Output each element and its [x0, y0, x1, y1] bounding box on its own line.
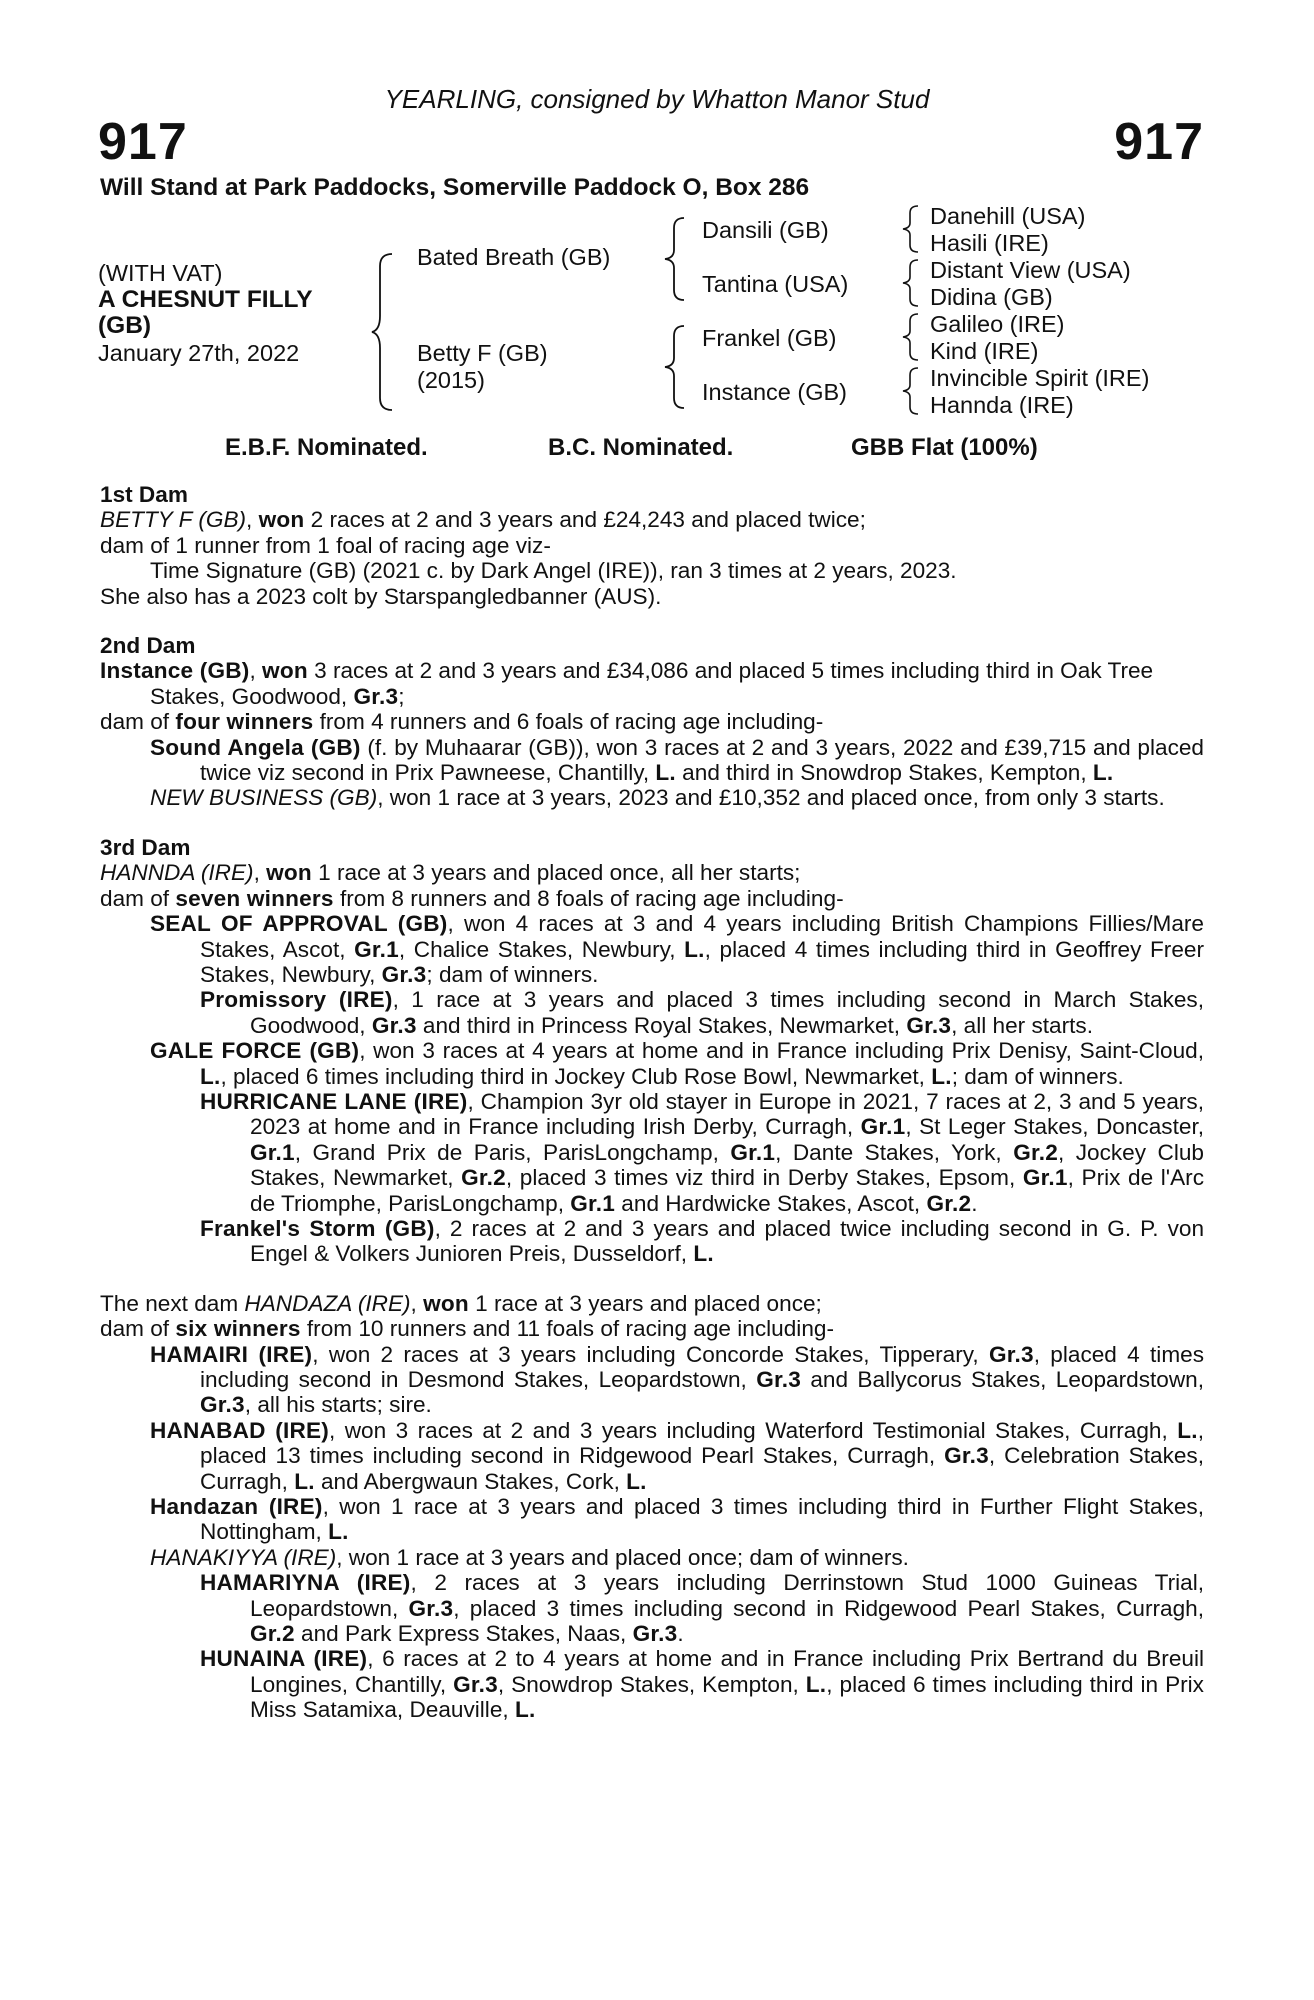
grade-label: Gr.1 — [354, 936, 399, 962]
record-text: , won 2 races at 3 years including Concorde Stakes, Tipperary, — [312, 1341, 989, 1367]
consignment-line: YEARLING, consigned by Whatton Manor Stud — [384, 84, 930, 114]
vat-note: (WITH VAT) — [98, 260, 223, 286]
brace-dam-parents — [662, 324, 690, 410]
record-text: , 1 race at 3 years and placed 3 times including second in March Stakes, Goodwood, — [250, 987, 1204, 1038]
third-dam-record: HANNDA (IRE), won 1 race at 3 years and placed once, all her starts; — [100, 860, 801, 886]
record-text: from 10 runners and 11 foals of racing age including- — [300, 1316, 834, 1342]
granddam-line-2: Hasili (IRE) — [930, 230, 1049, 256]
record-text: , 2 races at 3 years including Derrinstown Stud 1000 Guineas Trial, Leopardstown, — [250, 1570, 1205, 1621]
record-text: , all her starts. — [951, 1012, 1093, 1038]
grade-label: Gr.3 — [453, 1671, 498, 1697]
record-text: , Jockey Club Stakes, Newmarket, — [250, 1139, 1204, 1191]
produce-entry — [100, 1038, 1204, 1089]
second-dam-heading: 2nd Dam — [100, 633, 196, 659]
horse-name: A CHESNUT FILLY — [98, 286, 313, 313]
pedigree-table — [0, 200, 1314, 430]
horse-name: Handazan (IRE) — [150, 1494, 323, 1520]
birth-date: January 27th, 2022 — [98, 340, 300, 366]
grade-label: Gr.2 — [250, 1621, 295, 1647]
grade-label: L. — [1092, 760, 1114, 786]
horse-name: NEW BUSINESS (GB) — [150, 785, 378, 811]
brace-g1 — [900, 204, 924, 254]
next-dam-name: HANDAZA (IRE) — [244, 1290, 411, 1316]
winners-count: seven winners — [175, 885, 334, 911]
grade-label: Gr.3 — [371, 1012, 417, 1038]
dam-year: (2015) — [417, 367, 485, 393]
record-text: dam of — [100, 1316, 176, 1342]
lot-number-right: 917 — [1114, 113, 1204, 171]
sire-dam: Tantina (USA) — [702, 271, 849, 297]
grade-label: Gr.3 — [906, 1012, 952, 1038]
grade-label: Gr.3 — [353, 683, 399, 709]
horse-name-country: (GB) — [98, 312, 152, 339]
record-text: , Grand Prix de Paris, ParisLongchamp, — [294, 1139, 731, 1165]
record-text: , placed 6 times including third in Prix Miss Satamixa, Deauville, — [250, 1671, 1204, 1723]
granddam-line-6: Kind (IRE) — [930, 338, 1039, 364]
record-text: and Hardwicke Stakes, Ascot, — [615, 1190, 927, 1216]
record-text: , Snowdrop Stakes, Kempton, — [497, 1671, 806, 1697]
granddam-line-4: Didina (GB) — [930, 284, 1053, 310]
record-text: , won 1 race at 3 years and placed 3 times including third in Further Flight Stakes, Nottingham, — [200, 1494, 1204, 1545]
granddam-line-5: Galileo (IRE) — [930, 311, 1065, 337]
grade-label: L. — [200, 1063, 221, 1089]
record-text: , placed 3 times viz third in Derby Stakes, Epsom, — [505, 1165, 1023, 1191]
grade-label: L. — [514, 1697, 536, 1723]
next-dam-record — [100, 1291, 1204, 1316]
grade-label: L. — [1177, 1417, 1198, 1443]
produce-entry — [100, 735, 1204, 786]
produce-entry — [100, 1545, 1204, 1570]
grade-label: Gr.1 — [860, 1114, 906, 1140]
granddam-line-1: Danehill (USA) — [930, 203, 1086, 229]
produce-entry — [100, 987, 1204, 1038]
grade-label: Gr.1 — [250, 1139, 295, 1165]
produce-entry — [100, 1570, 1204, 1646]
grade-label: Gr.2 — [461, 1165, 506, 1191]
grade-label: L. — [693, 1241, 714, 1267]
brace-sire-dam — [370, 252, 400, 412]
record-text: ; dam of winners. — [426, 961, 599, 987]
horse-name: HANAKIYYA (IRE) — [150, 1544, 337, 1570]
second-dam-produce — [100, 709, 1204, 734]
produce-entry — [100, 1418, 1204, 1494]
grade-label: Gr.3 — [988, 1341, 1034, 1367]
record-text: and third in Princess Royal Stakes, Newmarket, — [416, 1012, 907, 1038]
grade-label: L. — [655, 760, 676, 786]
lot-number-left: 917 — [98, 113, 188, 171]
won-label: won — [266, 860, 312, 886]
grade-label: L. — [294, 1468, 315, 1494]
second-dam-name: Instance (GB) — [100, 658, 250, 684]
record-text: , 2 races at 2 and 3 years and placed twice including second in G. P. von Engel & Volkers Junioren Preis, Dusseldorf, — [250, 1215, 1205, 1267]
record-text: , Dante Stakes, York, — [775, 1139, 1014, 1165]
horse-name: HUNAINA (IRE) — [200, 1646, 368, 1672]
record-text: from 4 runners and 6 foals of racing age including- — [313, 709, 824, 735]
horse-name: HAMAIRI (IRE) — [150, 1341, 313, 1367]
ebf-nominated: E.B.F. Nominated. — [225, 434, 428, 461]
record-text: , placed 3 times including second in Ridgewood Pearl Stakes, Curragh, — [453, 1595, 1204, 1621]
bc-nominated: B.C. Nominated. — [548, 434, 734, 461]
horse-name: HURRICANE LANE (IRE) — [200, 1088, 468, 1114]
gbb-flat: GBB Flat (100%) — [851, 434, 1038, 461]
stand-location: Will Stand at Park Paddocks, Somerville Paddock O, Box 286 — [100, 174, 810, 201]
record-text: , won 3 races at 2 and 3 years including Waterford Testimonial Stakes, Curragh, — [328, 1417, 1178, 1443]
horse-name: HANABAD (IRE) — [150, 1417, 329, 1443]
grade-label: L. — [684, 936, 705, 962]
grade-label: Gr.1 — [1022, 1165, 1068, 1191]
first-dam-name: BETTY F (GB) — [100, 507, 247, 533]
grade-label: Gr.1 — [570, 1190, 616, 1216]
record-text: , placed 4 times including third in Geoffrey Freer Stakes, Newbury, — [200, 936, 1204, 987]
first-dam-colt: She also has a 2023 colt by Starspangledbanner (AUS). — [100, 583, 662, 609]
grade-label: Gr.3 — [408, 1595, 454, 1621]
record-text: . — [677, 1621, 684, 1647]
nominations-row — [0, 432, 1314, 464]
record-text: dam of — [100, 885, 176, 911]
grade-label: Gr.2 — [1013, 1139, 1058, 1165]
record-text: and Ballycorus Stakes, Leopardstown, — [800, 1367, 1204, 1392]
grade-label: Gr.3 — [756, 1367, 801, 1392]
produce-entry — [100, 785, 1204, 810]
horse-name: Frankel's Storm (GB) — [200, 1215, 435, 1241]
record-text: , Champion 3yr old stayer in Europe in 2021, 7 races at 2, 3 and 5 years, 2023 at home and in France including Irish Derby, Curragh, — [250, 1088, 1204, 1140]
produce-entry — [100, 1089, 1204, 1216]
dam: Betty F (GB) — [417, 340, 548, 366]
third-dam-name: HANNDA (IRE) — [100, 860, 254, 886]
record-text: , Celebration Stakes, Curragh, — [200, 1443, 1204, 1494]
horse-name: GALE FORCE (GB) — [150, 1038, 360, 1064]
record-text: , won 1 race at 3 years, 2023 and £10,352 and placed once, from only 3 starts. — [377, 785, 1165, 811]
grade-label: Gr.3 — [381, 961, 427, 987]
won-label: won — [262, 658, 308, 684]
next-dam-produce — [100, 1316, 1204, 1341]
brace-g2 — [900, 258, 924, 308]
record-text: dam of — [100, 709, 176, 735]
grade-label: Gr.1 — [730, 1139, 776, 1165]
horse-name: SEAL OF APPROVAL (GB) — [150, 911, 448, 937]
horse-name: Promissory (IRE) — [200, 987, 393, 1013]
record-text: , all his starts; sire. — [244, 1392, 432, 1418]
record-text: , Prix de l'Arc de Triomphe, ParisLongchamp, — [250, 1165, 1205, 1216]
horse-name: Sound Angela (GB) — [150, 734, 361, 760]
grade-label: L. — [931, 1063, 952, 1089]
produce-entry — [100, 1646, 1204, 1722]
record-text: 1 race at 3 years and placed once, all her starts; — [311, 860, 801, 886]
record-text: , St Leger Stakes, Doncaster, — [905, 1114, 1204, 1140]
brace-g3 — [900, 312, 924, 362]
record-text: . — [971, 1190, 978, 1216]
grade-label: L. — [626, 1468, 647, 1494]
first-dam-record-text: 2 races at 2 and 3 years and £24,243 and placed twice; — [304, 507, 866, 533]
third-dam-produce — [100, 886, 1204, 911]
record-text: The next dam — [100, 1290, 245, 1316]
record-text: ; dam of winners. — [951, 1063, 1124, 1089]
record-text: , Chalice Stakes, Newbury, — [398, 936, 685, 962]
record-text: and Abergwaun Stakes, Cork, — [314, 1468, 627, 1494]
won-label: won — [423, 1290, 469, 1316]
sire-sire: Dansili (GB) — [702, 217, 829, 243]
winners-count: four winners — [175, 709, 314, 735]
record-text: , won 4 races at 3 and 4 years including British Champions Fillies/Mare Stakes, Ascot, — [200, 911, 1204, 962]
dam-sire: Frankel (GB) — [702, 325, 837, 351]
winners-count: six winners — [175, 1316, 301, 1342]
horse-name: HAMARIYNA (IRE) — [200, 1570, 411, 1596]
grade-label: L. — [328, 1519, 349, 1545]
first-dam-heading: 1st Dam — [100, 482, 188, 507]
record-text: , — [410, 1290, 424, 1316]
record-text: (f. by Muhaarar (GB)), won 3 races at 2 and 3 years, 2022 and £39,715 and placed twice viz second in Prix Pawneese, Chantilly, — [200, 734, 1204, 786]
record-text: , won 1 race at 3 years and placed once; dam of winners. — [336, 1544, 909, 1570]
grade-label: L. — [805, 1671, 827, 1697]
first-dam-record: BETTY F (GB), won 2 races at 2 and 3 years and £24,243 and placed twice; — [100, 507, 866, 533]
grade-label: Gr.3 — [200, 1392, 245, 1418]
record-text: and Park Express Stakes, Naas, — [294, 1621, 633, 1647]
record-text: , 6 races at 2 to 4 years at home and in France including Prix Bertrand du Breuil Longines, Chantilly, — [250, 1646, 1204, 1697]
record-text: 3 races at 2 and 3 years and £34,086 and placed 5 times including third in Oak Tree Stakes, Goodwood, — [150, 658, 1154, 709]
sire: Bated Breath (GB) — [417, 244, 611, 270]
grade-label: Gr.3 — [632, 1621, 678, 1647]
record-text: and third in Snowdrop Stakes, Kempton, — [675, 760, 1093, 786]
first-dam-foal: Time Signature (GB) (2021 c. by Dark Angel (IRE)), ran 3 times at 2 years, 2023. — [150, 558, 957, 584]
produce-entry — [100, 911, 1204, 987]
granddam-line-3: Distant View (USA) — [930, 257, 1131, 283]
record-text: ; — [398, 683, 405, 709]
grade-label: Gr.2 — [926, 1190, 972, 1216]
won-label: won — [258, 507, 305, 533]
first-dam-produce: dam of 1 runner from 1 foal of racing age viz- — [100, 532, 551, 558]
record-text: , placed 13 times including second in Ridgewood Pearl Stakes, Curragh, — [200, 1417, 1204, 1469]
second-dam-record: Instance (GB), won 3 races at 2 and 3 years and £34,086 and placed 5 times including third in Oak Tree Stakes, Goodwood, Gr.3; — [100, 658, 1154, 709]
produce-entry — [100, 1494, 1204, 1545]
granddam-line-7: Invincible Spirit (IRE) — [930, 365, 1150, 391]
produce-record — [100, 482, 1204, 1723]
dam-dam: Instance (GB) — [702, 379, 847, 405]
brace-g4 — [900, 366, 924, 416]
record-text: , won 3 races at 4 years at home and in France including Prix Denisy, Saint-Cloud, — [359, 1038, 1204, 1064]
produce-entry — [100, 1342, 1204, 1418]
grade-label: Gr.3 — [944, 1443, 989, 1469]
record-text: , placed 6 times including third in Jockey Club Rose Bowl, Newmarket, — [220, 1063, 932, 1089]
produce-entry — [100, 1216, 1204, 1267]
record-text: 1 race at 3 years and placed once; — [468, 1290, 822, 1316]
brace-sire-parents — [662, 216, 690, 302]
granddam-line-8: Hannda (IRE) — [930, 392, 1074, 418]
third-dam-heading: 3rd Dam — [100, 834, 191, 860]
record-text: , placed 4 times including second in Desmond Stakes, Leopardstown, — [200, 1341, 1204, 1392]
record-text: from 8 runners and 8 foals of racing age including- — [333, 885, 844, 911]
